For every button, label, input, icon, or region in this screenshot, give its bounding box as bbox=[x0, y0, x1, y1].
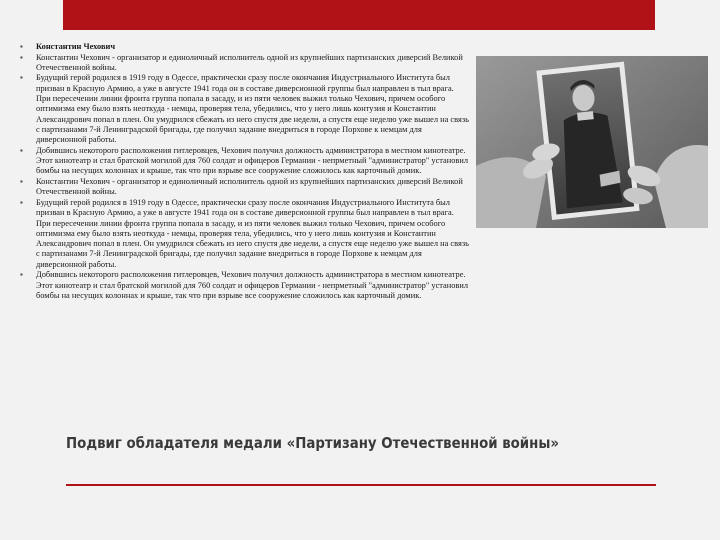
bullet-text: Константин Чехович bbox=[36, 42, 116, 51]
photo-of-soldier-held-in-hands-icon bbox=[476, 56, 708, 228]
bullet-item bbox=[20, 270, 470, 301]
bullet-icon: ▪ bbox=[20, 177, 23, 187]
bullet-icon: ▪ bbox=[20, 52, 23, 62]
title-underline bbox=[66, 484, 656, 486]
bullet-item bbox=[20, 42, 470, 52]
bullet-item bbox=[20, 73, 470, 145]
bullet-icon: ▪ bbox=[20, 145, 23, 155]
bullet-item bbox=[20, 198, 470, 270]
bullet-item bbox=[20, 177, 470, 198]
bullet-text: Будущий герой родился в 1919 году в Одессе, практически сразу после окончания Индустриального Института был призван в Красную Армию, а уже в августе 1941 года он в составе диверсионной группы был направлен в тыл врага. При пересечении линии фронта группа попала в засаду, и из пяти человек выжил только Чехович, причем особого оптимизма ему было взять неоткуда - немцы, проверяя тела, убедились, что у него лишь контузия и Константин Александрович попал в плен. Он умудрился сбежать из него спустя две недели, а спустя еще неделю уже вышел на связь с партизанами 7-й Ленинградской бригады, где получил задание внедриться в городе Порхове к немцам для диверсионной работы. bbox=[36, 197, 469, 269]
bullet-icon: ▪ bbox=[20, 73, 23, 83]
bullet-icon: ▪ bbox=[20, 197, 23, 207]
bullet-list bbox=[20, 42, 470, 302]
bullet-item bbox=[20, 53, 470, 74]
bullet-text: Добившись некоторого расположения гитлеровцев, Чехович получил должность администратора в местном кинотеатре. Этот кинотеатр и стал братской могилой для 760 солдат и офицеров Германии - непрметный "администратор" установил бомбы на несущих колоннах и крыше, так что при взрыве все сооружение сложилось как карточный домик. bbox=[36, 145, 469, 176]
slide-title: Подвиг обладателя медали «Партизану Отечественной войны» bbox=[66, 434, 560, 452]
soldier-photo-image bbox=[476, 56, 708, 228]
header-accent-bar bbox=[63, 0, 655, 30]
bullet-text: Добившись некоторого расположения гитлеровцев, Чехович получил должность администратора в местном кинотеатре. Этот кинотеатр и стал братской могилой для 760 солдат и офицеров Германии - непрметный "администратор" установил бомбы на несущих колоннах и крыше, так что при взрыве все сооружение сложилось как карточный домик. bbox=[36, 270, 469, 300]
bullet-text: Константин Чехович - организатор и единоличный исполнитель одной из крупнейших партизанских диверсий Великой Отечественной войны. bbox=[36, 52, 463, 72]
bullet-icon: ▪ bbox=[20, 42, 23, 51]
bullet-text: Константин Чехович - организатор и единоличный исполнитель одной из крупнейших партизанских диверсий Великой Отечественной войны. bbox=[36, 177, 463, 197]
bullet-item bbox=[20, 146, 470, 177]
bullet-icon: ▪ bbox=[20, 270, 23, 280]
bullet-text: Будущий герой родился в 1919 году в Одессе, практически сразу после окончания Индустриального Института был призван в Красную Армию, а уже в августе 1941 года он в составе диверсионной группы был направлен в тыл врага. При пересечении линии фронта группа попала в засаду, и из пяти человек выжил только Чехович, причем особого оптимизма ему было взять неоткуда - немцы, проверяя тела, убедились, что у него лишь контузия и Константин Александрович попал в плен. Он умудрился сбежать из него спустя две недели, а спустя еще неделю уже вышел на связь с партизанами 7-й Ленинградской бригады, где получил задание внедриться в городе Порхове к немцам для диверсионной работы. bbox=[36, 73, 469, 145]
